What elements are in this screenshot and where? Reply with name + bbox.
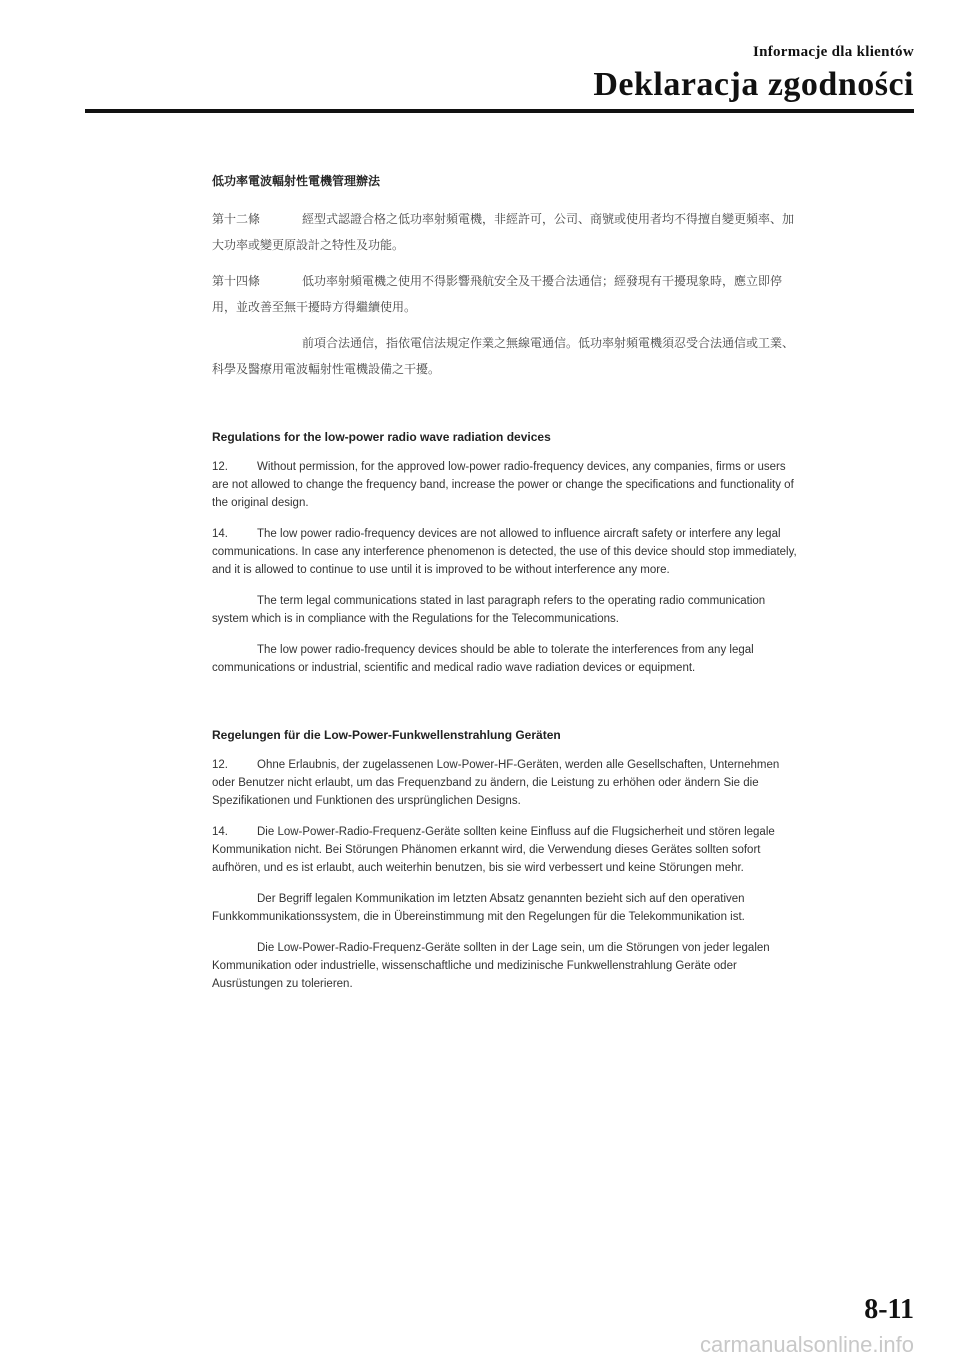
chinese-article-12-number: 第十二條 xyxy=(212,212,261,226)
chinese-article-14-number: 第十四條 xyxy=(212,274,261,288)
spacer xyxy=(212,392,797,428)
spacer xyxy=(212,690,797,726)
chinese-title: 低功率電波輻射性電機管理辦法 xyxy=(212,174,381,188)
english-note-1: The term legal communications stated in last paragraph refers to the operating radio communication system which is in compliance with the Regulations for the Telecommunications. xyxy=(212,595,766,625)
english-paragraph-12-number: 12. xyxy=(212,461,228,473)
chinese-article-12 xyxy=(212,206,797,258)
section-label: Informacje dla klientów xyxy=(752,44,914,60)
english-regulation-block xyxy=(212,428,797,677)
page-number: 8-11 xyxy=(864,1294,914,1325)
german-paragraph-12-text: Ohne Erlaubnis, der zugelassenen Low-Power-HF-Geräten, werden alle Gesellschaften, Unternehmen oder Benutzer nicht erlaubt, um das Frequenzband zu ändern, die Leistung zu erhöhen oder ändern Sie die Spezifikationen und Funktionen des ursprünglichen Designs. xyxy=(212,759,780,807)
german-paragraph-12 xyxy=(212,756,797,810)
chinese-article-14-note: 前項合法通信，指依電信法規定作業之無線電通信。低功率射頻電機須忍受合法通信或工業、科學及醫療用電波輻射性電機設備之干擾。 xyxy=(212,336,795,376)
english-paragraph-14-number: 14. xyxy=(212,528,228,540)
chinese-regulation-block xyxy=(212,168,797,382)
scanned-regulation-image xyxy=(212,168,797,1006)
watermark: carmanualsonline.info xyxy=(699,1332,914,1357)
chinese-article-14-text: 低功率射頻電機之使用不得影響飛航安全及干擾合法通信；經發現有干擾現象時，應立即停用，並改善至無干擾時方得繼續使用。 xyxy=(212,274,783,314)
chinese-article-12-text: 經型式認證合格之低功率射頻電機，非經許可，公司、商號或使用者均不得擅自變更頻率、加大功率或變更原設計之特性及功能。 xyxy=(212,212,795,252)
page-title: Deklaracja zgodności xyxy=(593,66,914,103)
german-paragraph-14-number: 14. xyxy=(212,826,228,838)
german-paragraph-12-number: 12. xyxy=(212,759,228,771)
german-regulation-block xyxy=(212,726,797,993)
german-paragraph-14-text: Die Low-Power-Radio-Frequenz-Geräte sollten keine Einfluss auf die Flugsicherheit und stören legale Kommunikation nicht. Bei Störungen Phänomen erkannt wird, die Verwendung dieses Gerätes sollten sofort aufhören, und es ist erlaubt, auch weiterhin benutzen, bis sie wird verbessert und keine Störungen mehr. xyxy=(212,826,775,874)
english-paragraph-12 xyxy=(212,458,797,512)
header-rule xyxy=(85,109,914,113)
german-note-2: Die Low-Power-Radio-Frequenz-Geräte sollten in der Lage sein, um die Störungen von jeder legalen Kommunikation oder industrielle, wissenschaftliche und medizinische Funkwellenstrahlung Geräte oder Ausrüstungen zu tolerieren. xyxy=(212,942,770,990)
german-note-1: Der Begriff legalen Kommunikation im letzten Absatz genannten bezieht sich auf den operativen Funkkommunikationssystem, die in Übereinstimmung mit den Regelungen für die Telekommunikation ist. xyxy=(212,893,745,923)
english-paragraph-14 xyxy=(212,525,797,579)
english-note-2: The low power radio-frequency devices should be able to tolerate the interferences from any legal communications or industrial, scientific and medical radio wave radiation devices or equipment. xyxy=(212,644,754,674)
english-paragraph-12-text: Without permission, for the approved low-power radio-frequency devices, any companies, firms or users are not allowed to change the frequency band, increase the power or change the specifications and functionality of the original design. xyxy=(212,461,794,509)
german-title: Regelungen für die Low-Power-Funkwellenstrahlung Geräten xyxy=(212,728,561,742)
english-title: Regulations for the low-power radio wave radiation devices xyxy=(212,430,551,444)
german-paragraph-14 xyxy=(212,823,797,877)
english-paragraph-14-text: The low power radio-frequency devices are not allowed to influence aircraft safety or interfere any legal communications. In case any interference phenomenon is detected, the use of this device should stop immediately, and it is allowed to continue to use until it is improved to be without interference any more. xyxy=(212,528,797,576)
chinese-article-14 xyxy=(212,268,797,320)
